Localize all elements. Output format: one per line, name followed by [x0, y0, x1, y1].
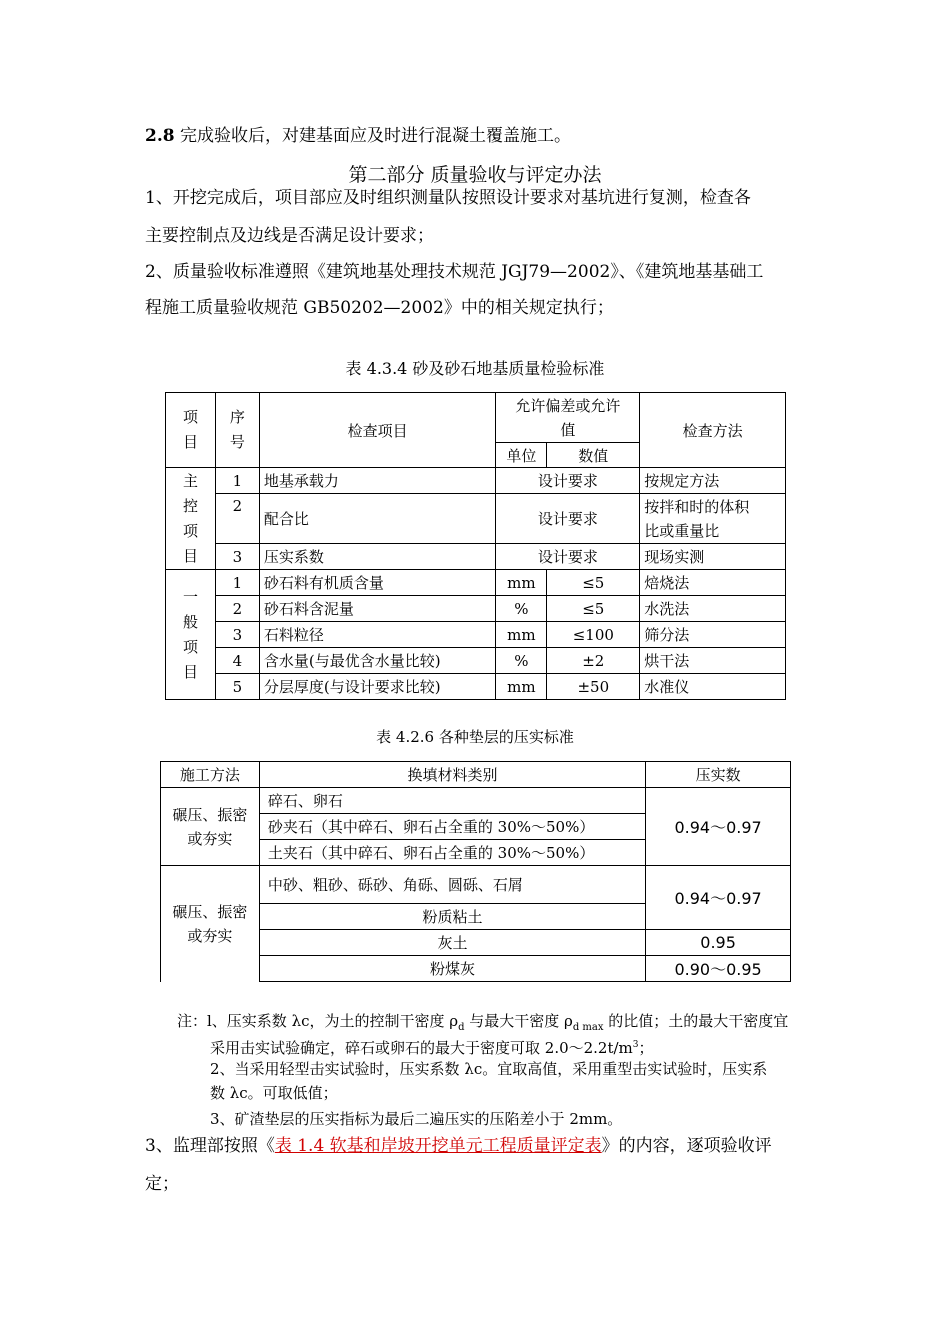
item-3-line-2: 定；	[145, 1174, 179, 1194]
note-2-line-1: 2、当采用轻型击实试验时，压实系数 λc。宜取高值，采用重型击实试验时，压实系	[210, 1060, 768, 1078]
group-method: 碾压、振密 或夯实	[161, 866, 260, 982]
row-seq: 1	[215, 570, 259, 596]
row-unit: %	[496, 596, 547, 622]
header-method: 检查方法	[640, 393, 786, 468]
item-2-line-2: 程施工质量验收规范 GB50202—2002》中的相关规定执行；	[145, 298, 614, 318]
note-1-line-1	[177, 1011, 788, 1038]
material-cell: 中砂、粗砂、砾砂、角砾、圆砾、石屑	[259, 866, 645, 904]
material-cell: 粉煤灰	[259, 956, 645, 982]
row-allowance: 设计要求	[496, 544, 640, 570]
row-method: 水准仪	[640, 674, 786, 700]
compaction-value: 0.94～0.97	[646, 788, 791, 866]
row-item: 配合比	[259, 494, 496, 544]
row-unit: %	[496, 648, 547, 674]
row-seq: 4	[215, 648, 259, 674]
row-value: ≤5	[547, 596, 640, 622]
item-3-suffix: 》的内容，逐项验收评	[601, 1136, 772, 1156]
compaction-value: 0.94～0.97	[646, 866, 791, 930]
row-value: ±50	[547, 674, 640, 700]
note-subscript: d	[458, 1022, 465, 1033]
material-cell: 土夹石（其中碎石、卵石占全重的 30%～50%）	[259, 840, 645, 866]
row-unit: mm	[496, 570, 547, 596]
row-seq: 2	[215, 596, 259, 622]
note-1-line-2	[210, 1035, 654, 1058]
item-3-prefix: 3、监理部按照《	[145, 1136, 275, 1156]
item-2-line-1: 2、质量验收标准遵照《建筑地基处理技术规范 JGJ79—2002》、《建筑地基基础工	[145, 262, 764, 282]
row-method: 筛分法	[640, 622, 786, 648]
note-text: 注：l、压实系数 λc，为土的控制干密度 ρ	[177, 1012, 459, 1030]
note-superscript: 3	[632, 1040, 639, 1050]
note-subscript: d max	[572, 1022, 604, 1033]
row-item: 压实系数	[259, 544, 496, 570]
material-cell: 碎石、卵石	[259, 788, 645, 814]
material-cell: 粉质粘土	[259, 904, 645, 930]
row-allowance: 设计要求	[496, 468, 640, 494]
note-2-line-2: 数 λc。可取低值；	[210, 1084, 338, 1102]
row-item: 砂石料含泥量	[259, 596, 496, 622]
row-seq: 1	[215, 468, 259, 494]
header-value: 数值	[547, 443, 640, 468]
header-seq: 序 号	[215, 393, 259, 468]
row-method: 现场实测	[640, 544, 786, 570]
compaction-value: 0.90～0.95	[646, 956, 791, 982]
row-unit: mm	[496, 674, 547, 700]
evaluation-table-link[interactable]: 表 1.4 软基和岸坡开挖单元工程质量评定表	[274, 1136, 602, 1156]
compaction-value: 0.95	[646, 930, 791, 956]
row-unit: mm	[496, 622, 547, 648]
item-3-line-1	[145, 1134, 772, 1158]
compaction-standard-table	[160, 761, 791, 982]
row-seq: 3	[215, 544, 259, 570]
row-allowance: 设计要求	[496, 494, 640, 544]
table-1-caption: 表 4.3.4 砂及砂石地基质量检验标准	[345, 359, 605, 378]
header-check-item: 检查项目	[259, 393, 496, 468]
note-text: ；	[638, 1039, 654, 1057]
material-cell: 灰土	[259, 930, 645, 956]
row-seq: 2	[215, 494, 259, 544]
row-method: 烘干法	[640, 648, 786, 674]
paragraph-text: 完成验收后，对建基面应及时进行混凝土覆盖施工。	[174, 126, 571, 146]
section-number: 2.8	[145, 126, 175, 146]
row-item: 地基承载力	[259, 468, 496, 494]
header-compaction-coef: 压实数	[646, 762, 791, 788]
header-allowance: 允许偏差或允许 值	[496, 393, 640, 443]
row-method: 按规定方法	[640, 468, 786, 494]
row-seq: 5	[215, 674, 259, 700]
item-1-line-2: 主要控制点及边线是否满足设计要求；	[145, 226, 434, 246]
group-main: 主 控 项 目	[166, 468, 216, 570]
row-method: 水洗法	[640, 596, 786, 622]
row-item: 含水量(与最优含水量比较)	[259, 648, 496, 674]
note-text: 与最大干密度 ρ	[464, 1012, 573, 1030]
header-construction-method: 施工方法	[161, 762, 260, 788]
note-3: 3、矿渣垫层的压实指标为最后二遍压实的压陷差小于 2mm。	[210, 1110, 623, 1128]
note-text: 采用击实试验确定，碎石或卵石的最大于密度可取 2.0～2.2t/m	[210, 1039, 633, 1057]
material-cell: 砂夹石（其中碎石、卵石占全重的 30%～50%）	[259, 814, 645, 840]
row-value: ±2	[547, 648, 640, 674]
header-material: 换填材料类别	[259, 762, 645, 788]
row-item: 石料粒径	[259, 622, 496, 648]
group-general: 一 般 项 目	[166, 570, 216, 700]
row-method: 焙烧法	[640, 570, 786, 596]
paragraph-2-8	[145, 124, 571, 148]
item-1-line-1: 1、开挖完成后，项目部应及时组织测量队按照设计要求对基坑进行复测，检查各	[145, 188, 751, 208]
header-unit: 单位	[496, 443, 547, 468]
row-item: 砂石料有机质含量	[259, 570, 496, 596]
row-seq: 3	[215, 622, 259, 648]
header-item: 项 目	[166, 393, 216, 468]
row-value: ≤5	[547, 570, 640, 596]
quality-inspection-table	[165, 392, 786, 700]
row-item: 分层厚度(与设计要求比较)	[259, 674, 496, 700]
group-method: 碾压、振密 或夯实	[161, 788, 260, 866]
row-method: 按拌和时的体积 比或重量比	[640, 494, 786, 544]
table-2-caption: 表 4.2.6 各种垫层的压实标准	[376, 728, 574, 746]
row-value: ≤100	[547, 622, 640, 648]
part-title: 第二部分 质量验收与评定办法	[348, 164, 602, 186]
note-text: 的比值；土的最大干密度宜	[603, 1012, 789, 1030]
